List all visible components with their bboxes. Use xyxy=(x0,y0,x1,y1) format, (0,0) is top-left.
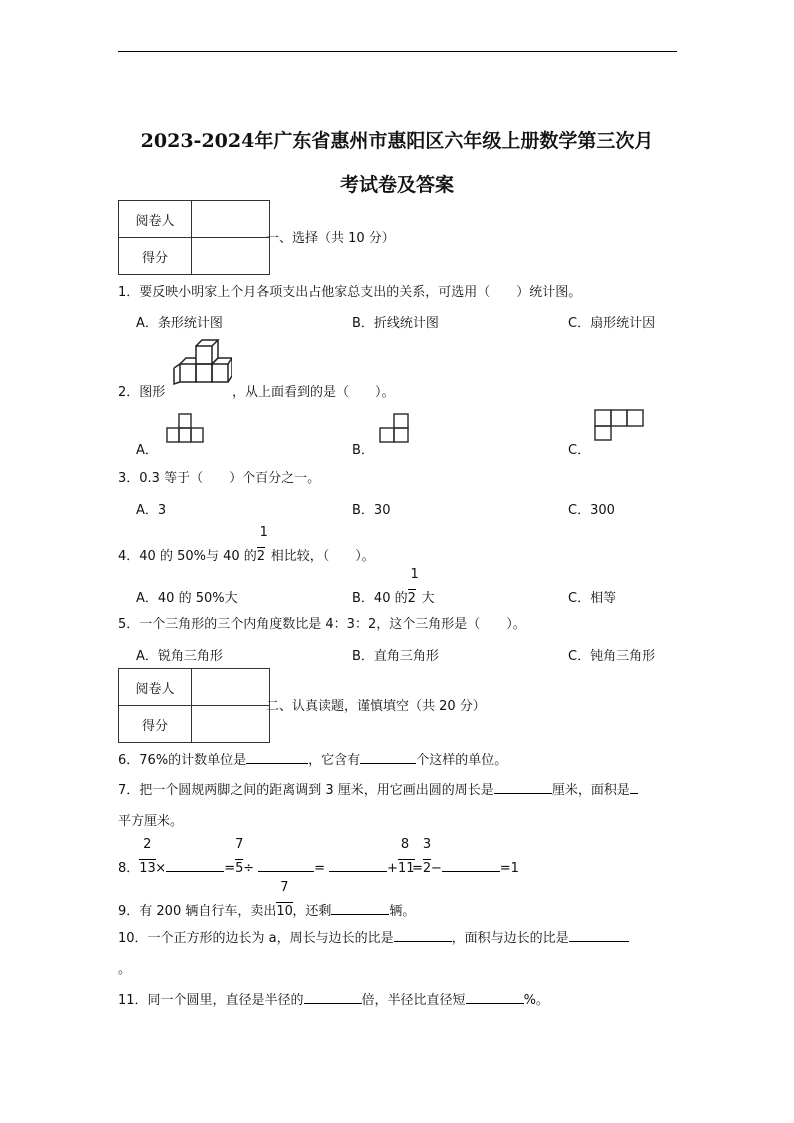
q4-option-c: C．相等 xyxy=(568,591,617,606)
question-5: 5．一个三角形的三个内角度数比是 4：3：2，这个三角形是（ ）。 xyxy=(118,617,526,632)
q2-option-a: A． xyxy=(136,443,158,458)
text: =1 xyxy=(499,861,519,876)
answer-blank[interactable] xyxy=(258,859,314,872)
text: 7．把一个圆规两脚之间的距离调到 3 厘米，用它画出圆的周长是 xyxy=(118,783,494,798)
reviewer-cell xyxy=(192,201,270,238)
question-1: 1．要反映小明家上个月各项支出占他家总支出的关系，可选用（ ）统计图。 xyxy=(118,285,582,300)
top-view-a-icon xyxy=(165,412,211,444)
question-11 xyxy=(118,989,549,1008)
cube-figure-icon xyxy=(172,338,232,388)
answer-blank[interactable] xyxy=(246,751,308,764)
score-table-2 xyxy=(118,668,270,743)
answer-blank[interactable] xyxy=(394,929,452,942)
score-cell xyxy=(192,706,270,743)
q3-option-a: A．3 xyxy=(136,503,167,518)
answer-blank[interactable] xyxy=(466,991,524,1004)
answer-blank[interactable] xyxy=(630,781,638,794)
q1-option-a: A．条形统计图 xyxy=(136,316,223,331)
denominator: 2 xyxy=(422,861,432,876)
fraction xyxy=(397,837,415,876)
section-heading-2: 二、认真读题，谨慎填空（共 20 分） xyxy=(266,699,486,714)
fraction xyxy=(407,567,422,606)
text: ÷ xyxy=(243,861,254,876)
q2-post: ，从上面看到的是（ ）。 xyxy=(232,385,395,400)
text: + xyxy=(387,861,398,876)
text: = xyxy=(224,861,236,876)
answer-blank[interactable] xyxy=(494,781,552,794)
reviewer-label: 阅卷人 xyxy=(119,201,192,238)
score-cell xyxy=(192,238,270,275)
answer-blank[interactable] xyxy=(329,859,387,872)
q1-option-b: B．折线统计图 xyxy=(352,316,439,331)
score-label: 得分 xyxy=(119,238,192,275)
text: 倍，半径比直径短 xyxy=(361,993,466,1008)
q4-b-pre: B．40 的 xyxy=(352,591,408,606)
question-8 xyxy=(118,837,519,876)
q3-option-c: C．300 xyxy=(568,503,615,518)
section-heading-1: 一、选择（共 10 分） xyxy=(266,231,395,246)
score-label: 得分 xyxy=(119,706,192,743)
text: 6．76%的计数单位是 xyxy=(118,753,247,768)
question-9 xyxy=(118,880,416,919)
q2-pre: 2．图形 xyxy=(118,385,166,400)
q4-pre: 4．40 的 50%与 40 的 xyxy=(118,549,257,564)
text: × xyxy=(155,861,167,876)
question-10-cont: 。 xyxy=(118,962,132,977)
fraction xyxy=(139,837,156,876)
numerator: 2 xyxy=(143,837,152,852)
text: %。 xyxy=(523,993,549,1008)
answer-blank[interactable] xyxy=(166,859,224,872)
question-7-cont: 平方厘米。 xyxy=(118,814,184,829)
denominator: 2 xyxy=(407,591,416,606)
text: ，它含有 xyxy=(308,753,361,768)
q5-option-c: C．钝角三角形 xyxy=(568,649,656,664)
page-title: 2023-2024年广东省惠州市惠阳区六年级上册数学第三次月 xyxy=(140,130,654,152)
text: 辆。 xyxy=(389,904,416,919)
numerator: 3 xyxy=(422,837,432,852)
q1-option-c: C．扇形统计因 xyxy=(568,316,656,331)
answer-blank[interactable] xyxy=(442,859,500,872)
answer-blank[interactable] xyxy=(569,929,629,942)
header-rule xyxy=(118,51,677,52)
text: 厘米，面积是 xyxy=(551,783,630,798)
q4-post: 相比较，（ ）。 xyxy=(270,549,375,564)
page-title-cont: 考试卷及答案 xyxy=(339,174,454,196)
fraction xyxy=(276,880,293,919)
top-view-c-icon xyxy=(593,408,645,444)
text: 个这样的单位。 xyxy=(416,753,508,768)
reviewer-cell xyxy=(192,669,270,706)
text: 10．一个正方形的边长为 a，周长与边长的比是 xyxy=(118,931,394,946)
answer-blank[interactable] xyxy=(360,751,416,764)
question-10 xyxy=(118,927,629,946)
q3-option-b: B．30 xyxy=(352,503,391,518)
q4-option-a: A．40 的 50%大 xyxy=(136,591,238,606)
denominator: 13 xyxy=(139,861,156,876)
question-6 xyxy=(118,749,507,768)
text: = xyxy=(314,861,326,876)
denominator: 5 xyxy=(235,861,244,876)
text: 9．有 200 辆自行车，卖出 xyxy=(118,904,277,919)
text: ，面积与边长的比是 xyxy=(451,931,569,946)
denominator: 2 xyxy=(256,549,266,564)
denominator: 10 xyxy=(276,904,293,919)
numerator: 7 xyxy=(280,880,289,895)
text: = xyxy=(411,861,423,876)
answer-blank[interactable] xyxy=(331,902,389,915)
text: 11．同一个圆里，直径是半径的 xyxy=(118,993,304,1008)
fraction xyxy=(256,525,271,564)
q4-b-post: 大 xyxy=(421,591,435,606)
top-view-b-icon xyxy=(378,412,414,444)
question-7 xyxy=(118,779,638,798)
text: ，还剩 xyxy=(292,904,332,919)
fraction xyxy=(422,837,432,876)
question-3: 3．0.3 等于（ ）个百分之一。 xyxy=(118,471,321,486)
q2-option-b: B． xyxy=(352,443,374,458)
answer-blank[interactable] xyxy=(304,991,362,1004)
numerator: 1 xyxy=(259,525,268,540)
numerator: 1 xyxy=(410,567,419,582)
text: 8． xyxy=(118,861,140,876)
q5-option-a: A．锐角三角形 xyxy=(136,649,223,664)
fraction xyxy=(235,837,244,876)
q5-option-b: B．直角三角形 xyxy=(352,649,439,664)
q2-option-c: C． xyxy=(568,443,591,458)
q4-option-b xyxy=(352,567,435,606)
reviewer-label: 阅卷人 xyxy=(119,669,192,706)
score-table-1 xyxy=(118,200,270,275)
question-4 xyxy=(118,525,375,564)
text: − xyxy=(430,861,442,876)
numerator: 7 xyxy=(235,837,244,852)
denominator: 11 xyxy=(397,861,415,876)
numerator: 8 xyxy=(400,837,410,852)
